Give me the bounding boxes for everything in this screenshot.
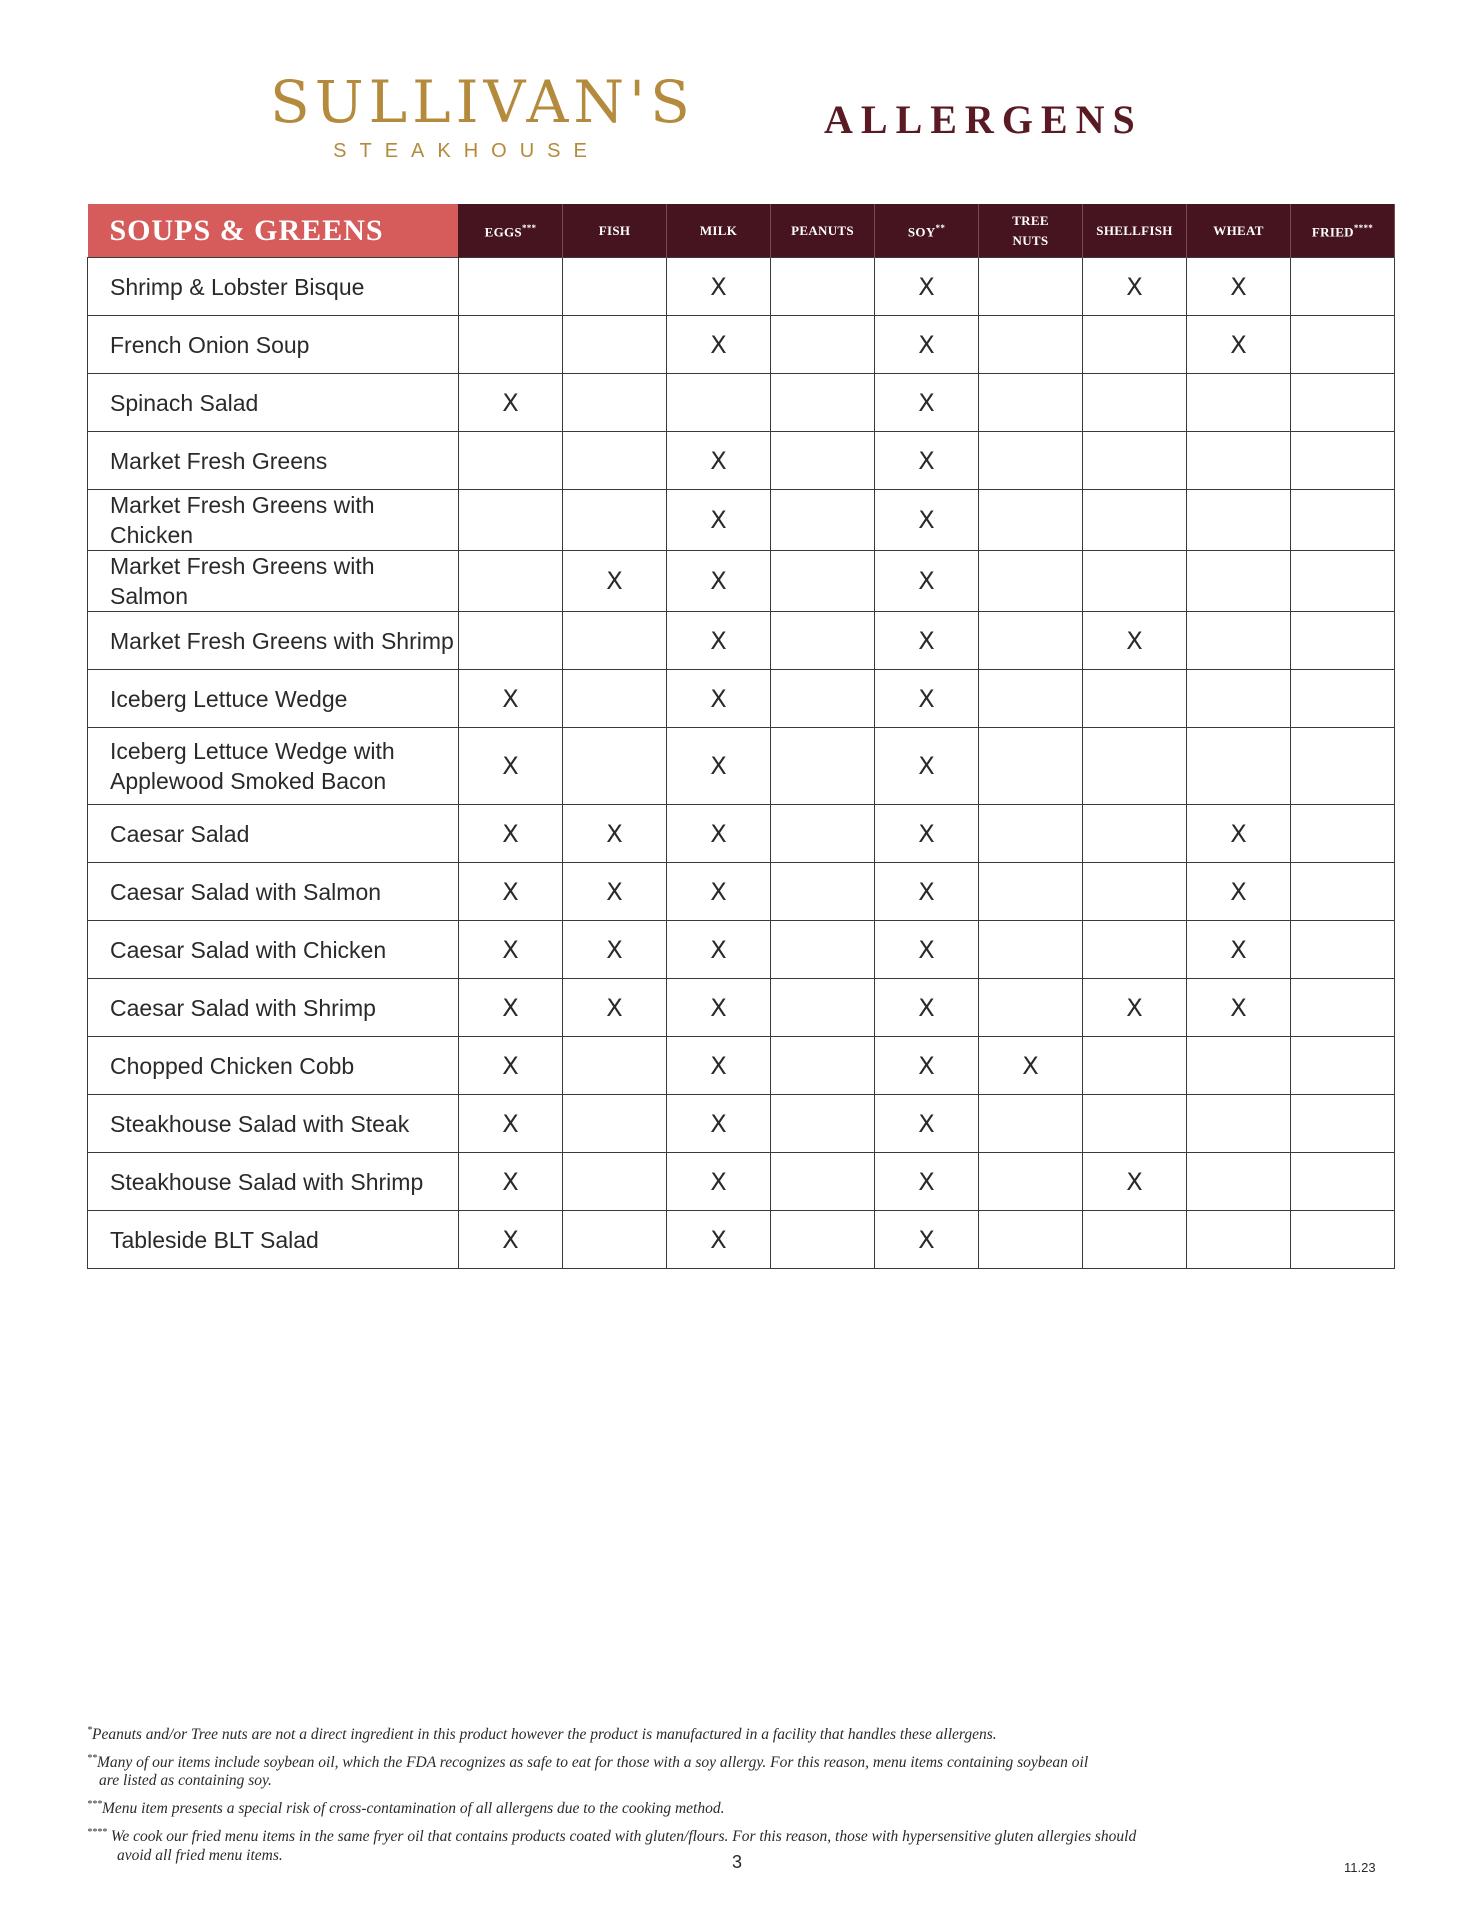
allergen-mark-fish: X (563, 551, 667, 612)
allergen-mark-soy: X (875, 1211, 979, 1269)
allergen-mark-peanuts (771, 805, 875, 863)
allergen-mark-eggs: X (459, 1095, 563, 1153)
allergen-mark-soy: X (875, 612, 979, 670)
allergen-mark-soy: X (875, 728, 979, 805)
table-row (88, 1211, 1395, 1269)
allergen-mark-fried (1291, 551, 1395, 612)
allergen-mark-eggs (459, 612, 563, 670)
allergen-mark-peanuts (771, 1095, 875, 1153)
column-label: EGGS (484, 224, 522, 240)
allergen-mark-wheat: X (1187, 316, 1291, 374)
menu-item-label: Spinach Salad (110, 389, 259, 416)
allergen-mark-milk: X (667, 979, 771, 1037)
allergen-mark-soy: X (875, 979, 979, 1037)
allergen-mark-shellfish: X (1083, 1153, 1187, 1211)
allergen-mark-shellfish (1083, 670, 1187, 728)
table-row (88, 805, 1395, 863)
allergen-mark-shellfish: X (1083, 258, 1187, 316)
allergen-mark-eggs: X (459, 1153, 563, 1211)
column-header-milk (667, 204, 771, 258)
allergen-mark-peanuts (771, 921, 875, 979)
allergen-mark-soy: X (875, 1153, 979, 1211)
allergen-mark-shellfish (1083, 432, 1187, 490)
column-label: SHELLFISH (1096, 222, 1173, 238)
page-number: 3 (732, 1852, 743, 1872)
allergen-mark-fried (1291, 490, 1395, 551)
footnote (87, 1750, 1387, 1790)
menu-item-label-line2: Applewood Smoked Bacon (110, 768, 387, 794)
allergen-mark-soy: X (875, 863, 979, 921)
allergen-mark-tree: X (979, 1037, 1083, 1095)
section-heading: SOUPS & GREENS (88, 204, 459, 258)
column-label: WHEAT (1213, 222, 1264, 238)
allergen-mark-wheat (1187, 1095, 1291, 1153)
footnote-text: Menu item presents a special risk of cross-contamination of all allergens due to the cooking method. (102, 1800, 725, 1818)
allergen-mark-wheat: X (1187, 863, 1291, 921)
allergen-mark-fried (1291, 258, 1395, 316)
allergen-mark-eggs: X (459, 921, 563, 979)
allergen-mark-peanuts (771, 612, 875, 670)
table-row (88, 921, 1395, 979)
allergen-mark-tree (979, 612, 1083, 670)
allergen-mark-shellfish (1083, 374, 1187, 432)
allergen-mark-milk (667, 374, 771, 432)
allergen-mark-milk: X (667, 258, 771, 316)
footnote-text: We cook our fried menu items in the same fryer oil that contains products coated with gluten/flours. For this reason, those with hypersensitive gluten allergies should (107, 1828, 1137, 1846)
allergen-mark-tree (979, 258, 1083, 316)
page-title: ALLERGENS (824, 97, 1143, 142)
allergen-mark-fried (1291, 612, 1395, 670)
menu-item-name (88, 316, 459, 374)
allergen-mark-wheat (1187, 551, 1291, 612)
allergen-mark-wheat (1187, 1153, 1291, 1211)
table-header-row (88, 204, 1395, 258)
menu-item-label: Market Fresh Greens with Chicken (110, 492, 375, 548)
allergen-mark-eggs (459, 551, 563, 612)
allergen-mark-peanuts (771, 490, 875, 551)
allergen-mark-tree (979, 670, 1083, 728)
allergen-mark-fish (563, 1211, 667, 1269)
table-row (88, 670, 1395, 728)
allergen-mark-shellfish: X (1083, 979, 1187, 1037)
footnote-mark: * (87, 1725, 92, 1736)
allergen-mark-wheat (1187, 490, 1291, 551)
column-header-wheat (1187, 204, 1291, 258)
allergen-mark-fish: X (563, 921, 667, 979)
table-row (88, 612, 1395, 670)
menu-item-name (88, 863, 459, 921)
allergen-mark-tree (979, 1153, 1083, 1211)
column-note: ** (935, 223, 946, 234)
allergen-mark-milk: X (667, 612, 771, 670)
footnote-mark: **** (87, 1827, 107, 1839)
allergen-mark-soy: X (875, 258, 979, 316)
allergen-mark-tree (979, 1211, 1083, 1269)
allergen-mark-tree (979, 805, 1083, 863)
allergen-mark-fried (1291, 805, 1395, 863)
column-header-fish (563, 204, 667, 258)
menu-item-label: Market Fresh Greens (110, 447, 328, 474)
allergen-mark-fish (563, 316, 667, 374)
allergen-mark-soy: X (875, 490, 979, 551)
allergen-mark-soy: X (875, 921, 979, 979)
menu-item-label: Caesar Salad with Chicken (110, 936, 387, 963)
footnotes (87, 1722, 1387, 1871)
allergen-mark-shellfish (1083, 1095, 1187, 1153)
allergen-mark-tree (979, 551, 1083, 612)
allergen-mark-fish (563, 258, 667, 316)
allergen-mark-fried (1291, 1153, 1395, 1211)
menu-item-name (88, 374, 459, 432)
allergen-mark-fish (563, 1037, 667, 1095)
footnote (87, 1722, 1387, 1744)
allergen-mark-milk: X (667, 1211, 771, 1269)
allergen-mark-tree (979, 921, 1083, 979)
allergen-mark-milk: X (667, 316, 771, 374)
column-label-line2: NUTS (1012, 232, 1049, 248)
allergen-mark-soy: X (875, 551, 979, 612)
allergen-mark-soy: X (875, 805, 979, 863)
allergen-mark-soy: X (875, 432, 979, 490)
allergen-mark-peanuts (771, 728, 875, 805)
footnote-mark: ** (87, 1753, 97, 1765)
menu-item-label: Market Fresh Greens with Salmon (110, 553, 375, 609)
allergen-mark-fried (1291, 374, 1395, 432)
allergen-mark-fried (1291, 1037, 1395, 1095)
table-row (88, 1095, 1395, 1153)
allergen-mark-soy: X (875, 316, 979, 374)
footnote-text: Many of our items include soybean oil, which the FDA recognizes as safe to eat for those with a soy allergy. For this reason, menu items containing soybean oil (97, 1754, 1089, 1772)
menu-item-label: Steakhouse Salad with Steak (110, 1110, 410, 1137)
footnote-continuation: are listed as containing soy. (99, 1772, 272, 1790)
allergen-mark-wheat (1187, 670, 1291, 728)
allergen-mark-shellfish: X (1083, 612, 1187, 670)
menu-item-name (88, 490, 459, 551)
allergen-mark-wheat: X (1187, 258, 1291, 316)
allergen-mark-shellfish (1083, 316, 1187, 374)
allergen-mark-wheat (1187, 612, 1291, 670)
allergen-mark-wheat (1187, 374, 1291, 432)
brand-logo (270, 68, 695, 163)
table-row (88, 728, 1395, 805)
allergen-mark-fried (1291, 921, 1395, 979)
allergen-mark-fish (563, 490, 667, 551)
brand-subtitle: STEAKHOUSE (333, 140, 600, 162)
menu-item-label: Caesar Salad with Shrimp (110, 994, 376, 1021)
allergen-mark-wheat (1187, 728, 1291, 805)
allergen-mark-wheat: X (1187, 805, 1291, 863)
table-row (88, 490, 1395, 551)
allergen-mark-milk: X (667, 490, 771, 551)
allergen-mark-fish (563, 670, 667, 728)
menu-item-name (88, 1037, 459, 1095)
table-row (88, 551, 1395, 612)
allergen-mark-peanuts (771, 432, 875, 490)
allergen-mark-eggs: X (459, 805, 563, 863)
footnote-continuation: avoid all fried menu items. (117, 1846, 283, 1864)
column-label: MILK (699, 222, 738, 238)
column-header-soy (875, 204, 979, 258)
column-label: SOY (907, 224, 936, 240)
allergen-mark-peanuts (771, 863, 875, 921)
allergen-mark-wheat (1187, 1037, 1291, 1095)
allergen-mark-soy: X (875, 374, 979, 432)
menu-item-name (88, 1153, 459, 1211)
allergen-mark-eggs: X (459, 728, 563, 805)
allergen-mark-peanuts (771, 1211, 875, 1269)
allergen-mark-fish: X (563, 979, 667, 1037)
column-label: FRIED (1311, 224, 1354, 240)
column-label: PEANUTS (791, 222, 854, 238)
footnote-mark: *** (87, 1799, 102, 1811)
allergen-mark-peanuts (771, 374, 875, 432)
footnote (87, 1796, 1387, 1818)
allergen-mark-tree (979, 1095, 1083, 1153)
allergen-mark-milk: X (667, 1095, 771, 1153)
menu-item-label: Market Fresh Greens with Shrimp (110, 627, 454, 654)
allergen-mark-peanuts (771, 1037, 875, 1095)
allergen-mark-peanuts (771, 1153, 875, 1211)
allergen-mark-peanuts (771, 316, 875, 374)
allergen-mark-tree (979, 490, 1083, 551)
menu-item-name (88, 979, 459, 1037)
column-header-eggs (459, 204, 563, 258)
allergen-mark-fish (563, 612, 667, 670)
allergen-mark-wheat: X (1187, 979, 1291, 1037)
allergen-mark-fish (563, 374, 667, 432)
allergen-mark-eggs (459, 316, 563, 374)
allergen-mark-fish (563, 432, 667, 490)
allergen-mark-fish (563, 728, 667, 805)
menu-item-name (88, 805, 459, 863)
allergen-mark-shellfish (1083, 728, 1187, 805)
menu-item-label: Steakhouse Salad with Shrimp (110, 1168, 424, 1195)
allergen-mark-peanuts (771, 979, 875, 1037)
allergen-mark-wheat (1187, 1211, 1291, 1269)
allergen-mark-milk: X (667, 1037, 771, 1095)
allergen-mark-eggs: X (459, 1211, 563, 1269)
column-label: FISH (598, 222, 631, 238)
allergen-mark-milk: X (667, 805, 771, 863)
allergen-table (87, 204, 1395, 1269)
allergen-mark-milk: X (667, 921, 771, 979)
menu-item-name (88, 551, 459, 612)
menu-item-label: French Onion Soup (110, 331, 310, 358)
allergen-mark-shellfish (1083, 1211, 1187, 1269)
column-header-shellfish (1083, 204, 1187, 258)
column-note: *** (521, 223, 537, 234)
allergen-mark-shellfish (1083, 805, 1187, 863)
brand-name: SULLIVAN'S (270, 68, 695, 136)
allergen-mark-fried (1291, 316, 1395, 374)
allergen-mark-tree (979, 863, 1083, 921)
footnote-text: Peanuts and/or Tree nuts are not a direct ingredient in this product however the product is manufactured in a facility that handles these allergens. (92, 1726, 997, 1744)
table-row (88, 863, 1395, 921)
allergen-mark-tree (979, 432, 1083, 490)
table-row (88, 316, 1395, 374)
date-code: 11.23 (1344, 1860, 1376, 1875)
table-row (88, 374, 1395, 432)
allergen-mark-tree (979, 979, 1083, 1037)
menu-item-label: Shrimp & Lobster Bisque (110, 273, 365, 300)
menu-item-name (88, 432, 459, 490)
allergen-mark-fried (1291, 670, 1395, 728)
menu-item-name (88, 670, 459, 728)
allergen-mark-milk: X (667, 551, 771, 612)
allergen-mark-tree (979, 374, 1083, 432)
allergen-mark-milk: X (667, 863, 771, 921)
allergen-mark-shellfish (1083, 551, 1187, 612)
allergen-mark-fried (1291, 863, 1395, 921)
table-row (88, 1153, 1395, 1211)
allergen-mark-fish: X (563, 863, 667, 921)
allergen-mark-fried (1291, 432, 1395, 490)
allergen-mark-milk: X (667, 670, 771, 728)
allergen-mark-milk: X (667, 432, 771, 490)
column-label: TREE (1012, 212, 1049, 228)
allergen-mark-peanuts (771, 670, 875, 728)
allergen-mark-fish: X (563, 805, 667, 863)
allergen-mark-tree (979, 728, 1083, 805)
allergen-mark-shellfish (1083, 1037, 1187, 1095)
table-row (88, 979, 1395, 1037)
table-row (88, 1037, 1395, 1095)
allergen-mark-shellfish (1083, 863, 1187, 921)
allergen-mark-fried (1291, 1095, 1395, 1153)
allergen-mark-milk: X (667, 728, 771, 805)
column-header-fried (1291, 204, 1395, 258)
menu-item-label: Iceberg Lettuce Wedge (110, 685, 348, 712)
menu-item-label: Caesar Salad with Salmon (110, 878, 382, 905)
menu-item-name (88, 258, 459, 316)
allergen-mark-fried (1291, 728, 1395, 805)
allergen-mark-soy: X (875, 670, 979, 728)
allergen-mark-eggs (459, 490, 563, 551)
allergen-mark-eggs (459, 258, 563, 316)
menu-item-name (88, 921, 459, 979)
allergen-mark-wheat (1187, 432, 1291, 490)
allergen-mark-wheat: X (1187, 921, 1291, 979)
allergen-mark-fried (1291, 979, 1395, 1037)
allergen-mark-eggs: X (459, 670, 563, 728)
allergen-mark-fish (563, 1153, 667, 1211)
allergen-mark-eggs: X (459, 979, 563, 1037)
menu-item-name (88, 1211, 459, 1269)
table-row (88, 258, 1395, 316)
allergen-mark-milk: X (667, 1153, 771, 1211)
allergen-mark-shellfish (1083, 490, 1187, 551)
allergen-mark-soy: X (875, 1037, 979, 1095)
column-header-tree (979, 204, 1083, 258)
allergen-mark-shellfish (1083, 921, 1187, 979)
column-header-peanuts (771, 204, 875, 258)
menu-item-label: Chopped Chicken Cobb (110, 1052, 355, 1079)
allergen-mark-eggs: X (459, 863, 563, 921)
menu-item-name (88, 1095, 459, 1153)
allergen-mark-eggs: X (459, 1037, 563, 1095)
allergen-mark-eggs: X (459, 374, 563, 432)
allergen-mark-tree (979, 316, 1083, 374)
allergen-mark-fried (1291, 1211, 1395, 1269)
allergen-mark-fish (563, 1095, 667, 1153)
menu-item-label: Caesar Salad (110, 820, 250, 847)
column-note: **** (1353, 223, 1374, 234)
allergen-mark-eggs (459, 432, 563, 490)
menu-item-name (88, 612, 459, 670)
allergen-mark-soy: X (875, 1095, 979, 1153)
allergen-mark-peanuts (771, 258, 875, 316)
menu-item-name (88, 728, 459, 805)
menu-item-label: Iceberg Lettuce Wedge with (110, 738, 395, 764)
table-row (88, 432, 1395, 490)
menu-item-label: Tableside BLT Salad (110, 1226, 319, 1253)
allergen-mark-peanuts (771, 551, 875, 612)
